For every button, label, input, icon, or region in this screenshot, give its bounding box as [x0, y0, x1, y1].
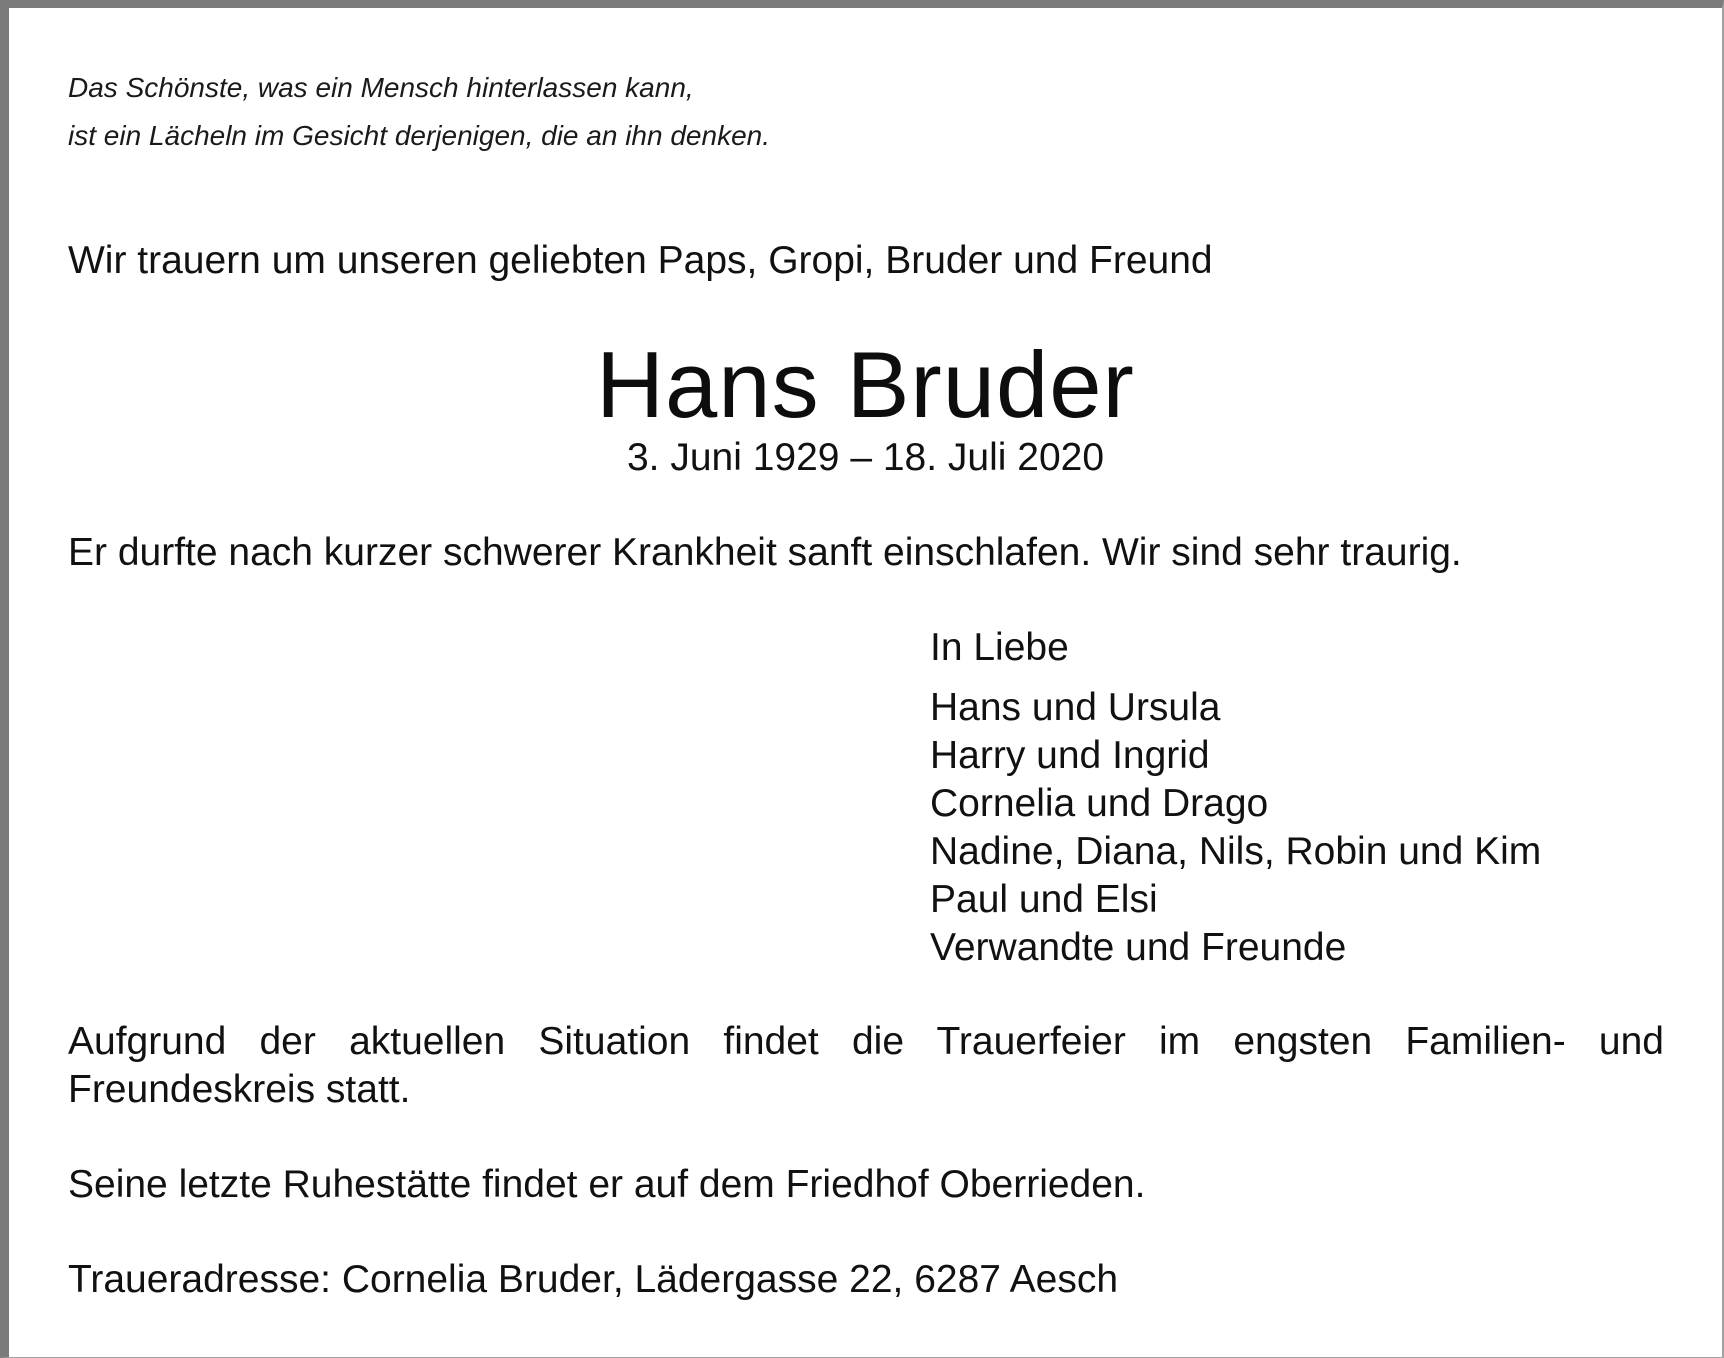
quote-line-2: ist ein Lächeln im Gesicht derjenigen, die an ihn denken. — [68, 120, 770, 151]
statement-text: Er durfte nach kurzer schwerer Krankheit sanft einschlafen. Wir sind sehr traurig. — [68, 531, 1462, 574]
mourner-item: Verwandte und Freunde — [930, 926, 1347, 969]
mourner-item: Harry und Ingrid — [930, 734, 1210, 777]
burial-text: Seine letzte Ruhestätte findet er auf dem Friedhof Oberrieden. — [68, 1163, 1146, 1206]
quote-line-1: Das Schönste, was ein Mensch hinterlassen kann, — [68, 72, 694, 103]
mourner-item: Nadine, Diana, Nils, Robin und Kim — [930, 830, 1542, 873]
life-dates: 3. Juni 1929 – 18. Juli 2020 — [626, 436, 1105, 479]
deceased-name: Hans Bruder — [596, 332, 1135, 437]
mourner-item: Cornelia und Drago — [930, 782, 1269, 825]
closing-text: In Liebe — [930, 626, 1069, 669]
ceremony-notice: Aufgrund der aktuellen Situation findet die Trauerfeier im engsten Familien- und Freundeskreis statt. — [68, 1020, 1664, 1111]
mourner-item: Hans und Ursula — [930, 686, 1221, 729]
mourning-address: Traueradresse: Cornelia Bruder, Lädergasse 22, 6287 Aesch — [68, 1258, 1119, 1301]
intro-text: Wir trauern um unseren geliebten Paps, Gropi, Bruder und Freund — [68, 239, 1213, 282]
mourner-item: Paul und Elsi — [930, 878, 1158, 921]
